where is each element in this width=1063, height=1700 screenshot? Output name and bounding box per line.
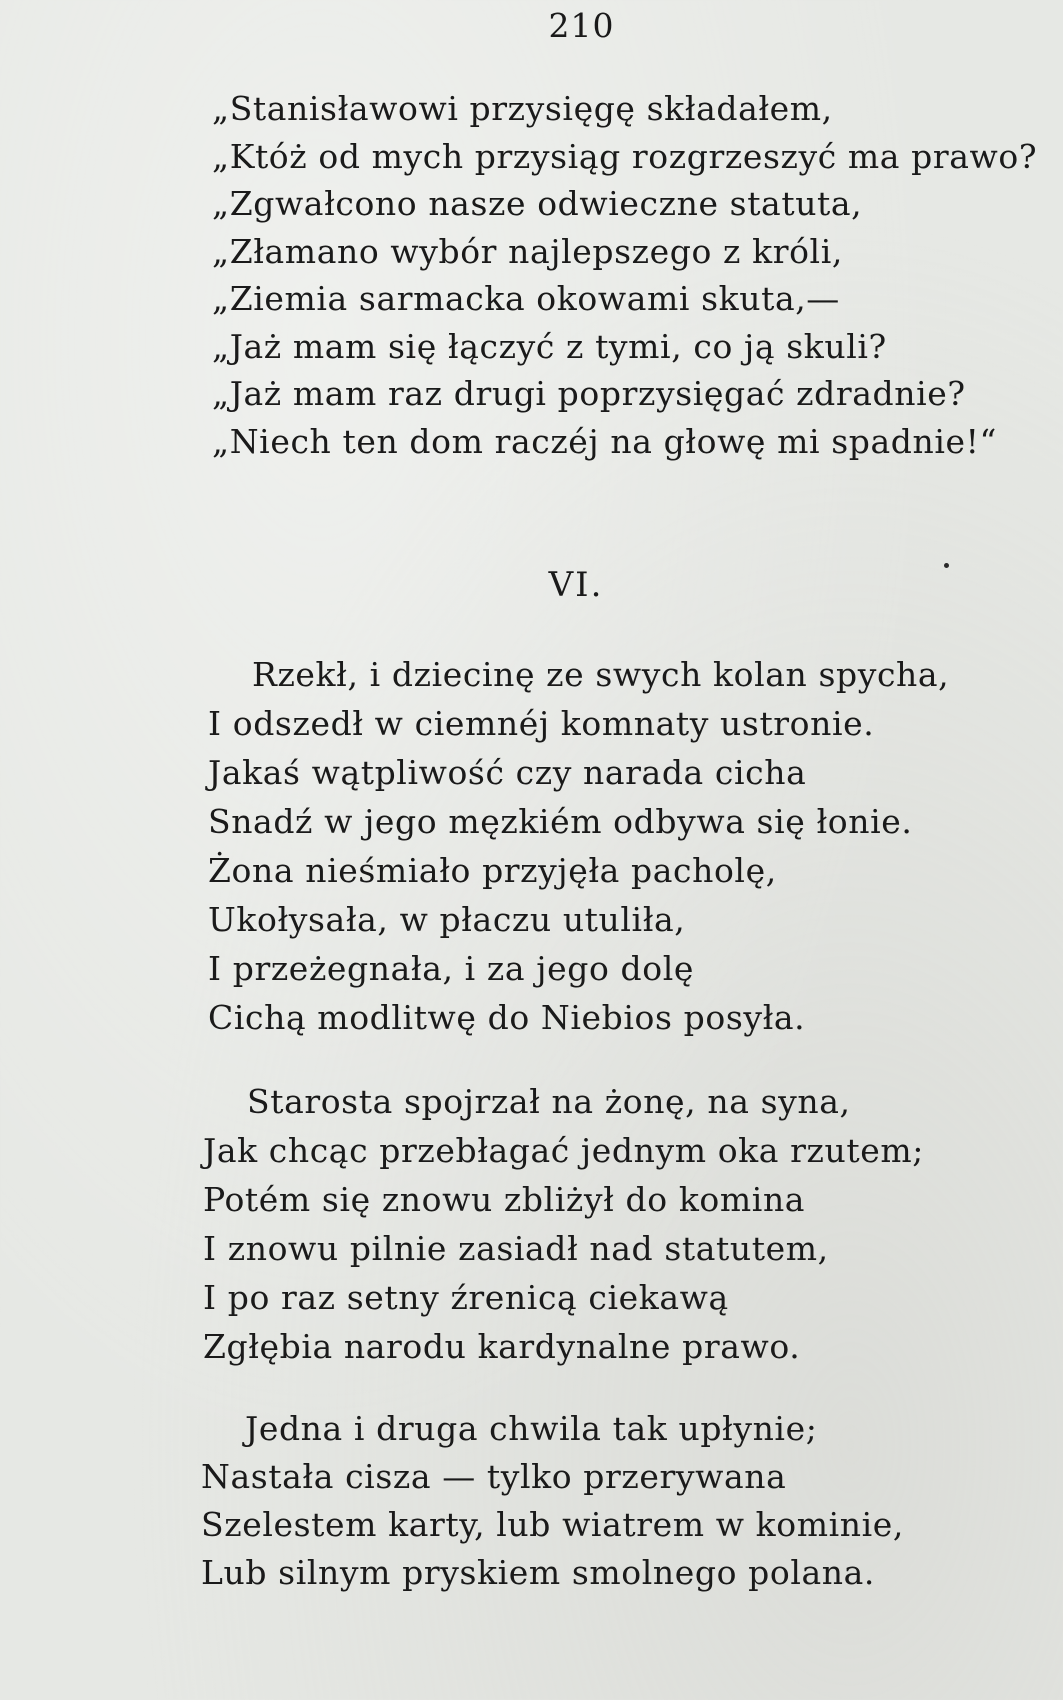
verse-line: Starosta spojrzał na żonę, na syna, xyxy=(247,1082,851,1121)
verse-line: „Któż od mych przysiąg rozgrzeszyć ma prawo? xyxy=(212,136,1038,176)
verse-line: „Ziemia sarmacka okowami skuta,— xyxy=(212,279,840,318)
verse-line: Nastała cisza — tylko przerywana xyxy=(201,1457,787,1496)
verse-line: Ukołysała, w płaczu utuliła, xyxy=(208,900,686,939)
verse-line: „Niech ten dom raczéj na głowę mi spadnie!“ xyxy=(212,421,997,461)
verse-line: Cichą modlitwę do Niebios posyła. xyxy=(208,998,806,1037)
stanza xyxy=(203,1077,924,1371)
verse-line: „Jaż mam raz drugi poprzysięgać zdradnie? xyxy=(212,374,966,413)
verse-line: Jakaś wątpliwość czy narada cicha xyxy=(208,753,807,792)
verse-line: I przeżegnała, i za jego dolę xyxy=(208,949,694,988)
stanza xyxy=(201,1405,904,1597)
verse-line: Jedna i druga chwila tak upłynie; xyxy=(245,1409,818,1448)
verse-line: Snadź w jego męzkiém odbywa się łonie. xyxy=(208,802,913,841)
verse-line: I odszedł w ciemnéj komnaty ustronie. xyxy=(208,704,875,743)
verse-line: I po raz setny źrenicą ciekawą xyxy=(203,1278,729,1317)
verse-line: „Jaż mam się łączyć z tymi, co ją skuli? xyxy=(212,326,887,366)
verse-line: Żona nieśmiało przyjęła pacholę, xyxy=(208,851,777,890)
verse-line: „Złamano wybór najlepszego z króli, xyxy=(212,231,843,271)
verse-line: „Zgwałcono nasze odwieczne statuta, xyxy=(212,184,863,223)
stanza xyxy=(208,650,949,1042)
verse-line: Lub silnym pryskiem smolnego polana. xyxy=(201,1553,875,1592)
verse-line: I znowu pilnie zasiadł nad statutem, xyxy=(203,1229,829,1268)
quoted-stanza xyxy=(212,85,1037,465)
page-number: 210 xyxy=(548,6,615,45)
verse-line: Potém się znowu zbliżył do komina xyxy=(203,1180,806,1219)
verse-line: Szelestem karty, lub wiatrem w kominie, xyxy=(201,1505,904,1544)
section-heading: VI. xyxy=(548,565,604,605)
verse-line: Zgłębia narodu kardynalne prawo. xyxy=(203,1327,801,1366)
verse-line: „Stanisławowi przysięgę składałem, xyxy=(212,89,833,128)
ink-speck xyxy=(944,563,949,568)
verse-line: Rzekł, i dziecinę ze swych kolan spycha, xyxy=(252,655,950,694)
verse-line: Jak chcąc przebłagać jednym oka rzutem; xyxy=(203,1131,924,1170)
